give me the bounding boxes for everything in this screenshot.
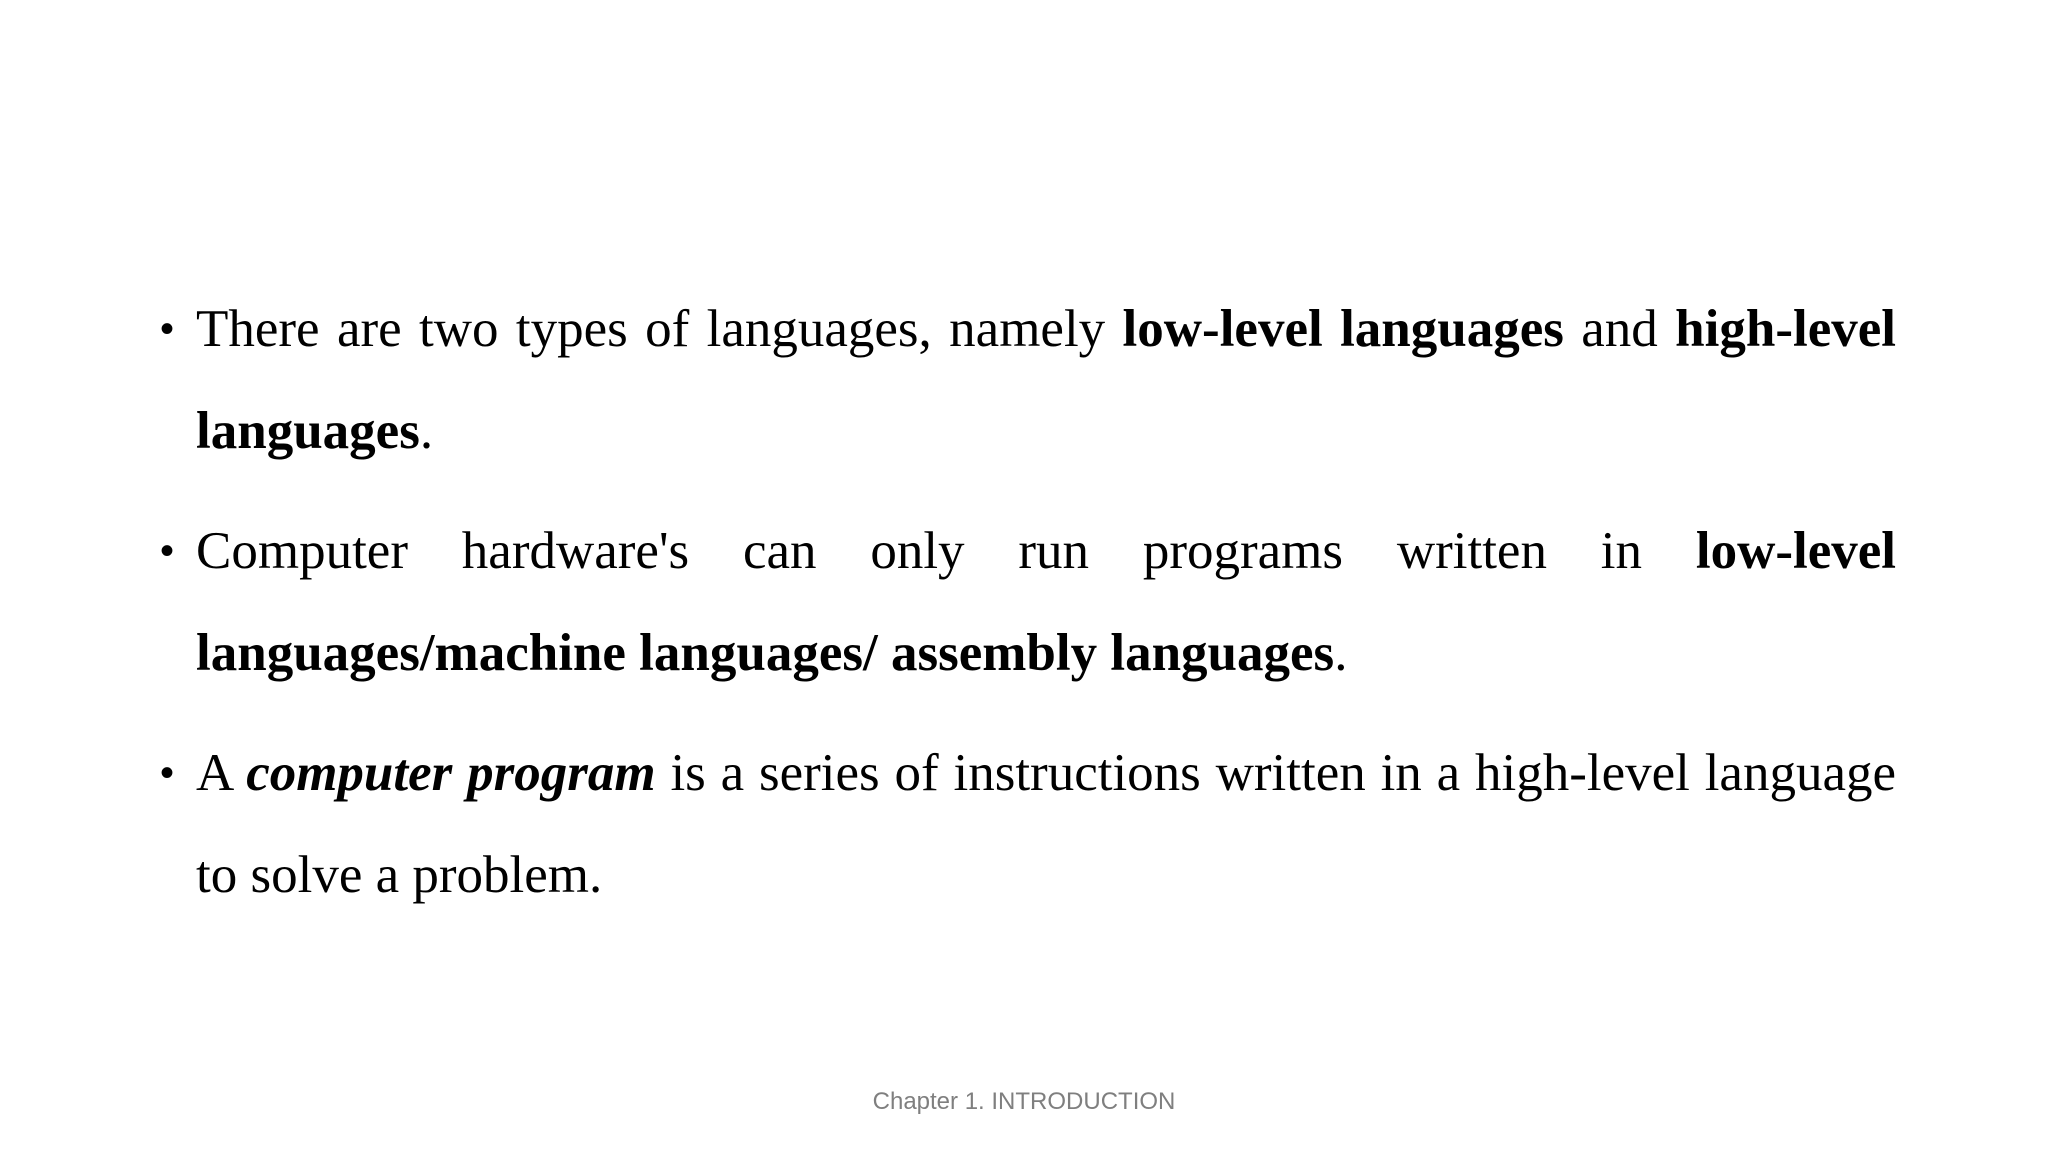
bullet-text: is a series of instructions written in a high-level language to solve a problem. bbox=[196, 744, 1896, 904]
bold-term-high-level: high-level languages bbox=[196, 300, 1896, 460]
bullet-text: . bbox=[1334, 624, 1348, 682]
bullet-text: and bbox=[1563, 300, 1676, 358]
slide-footer: Chapter 1. INTRODUCTION bbox=[872, 1088, 1176, 1115]
bullet-text: . bbox=[419, 402, 434, 460]
bullet-list bbox=[160, 278, 1896, 944]
bullet-item-hardware bbox=[160, 500, 1896, 704]
bullet-marker: • bbox=[160, 529, 175, 573]
bullet-text: There are two types of languages, namely bbox=[196, 300, 1123, 358]
bold-term-low-level: low-level languages bbox=[1122, 300, 1564, 358]
bullet-item-computer-program bbox=[160, 722, 1896, 926]
bullet-text: Computer hardware's can only run programs written in bbox=[196, 522, 1696, 580]
bold-term-machine-languages: low-level languages/machine languages/ assembly languages bbox=[196, 522, 1896, 682]
bullet-text: A bbox=[196, 744, 247, 802]
bold-italic-term-computer-program: computer program bbox=[246, 744, 656, 802]
bullet-item-language-types bbox=[160, 278, 1896, 482]
bullet-marker: • bbox=[160, 751, 175, 795]
bullet-marker: • bbox=[160, 307, 175, 351]
